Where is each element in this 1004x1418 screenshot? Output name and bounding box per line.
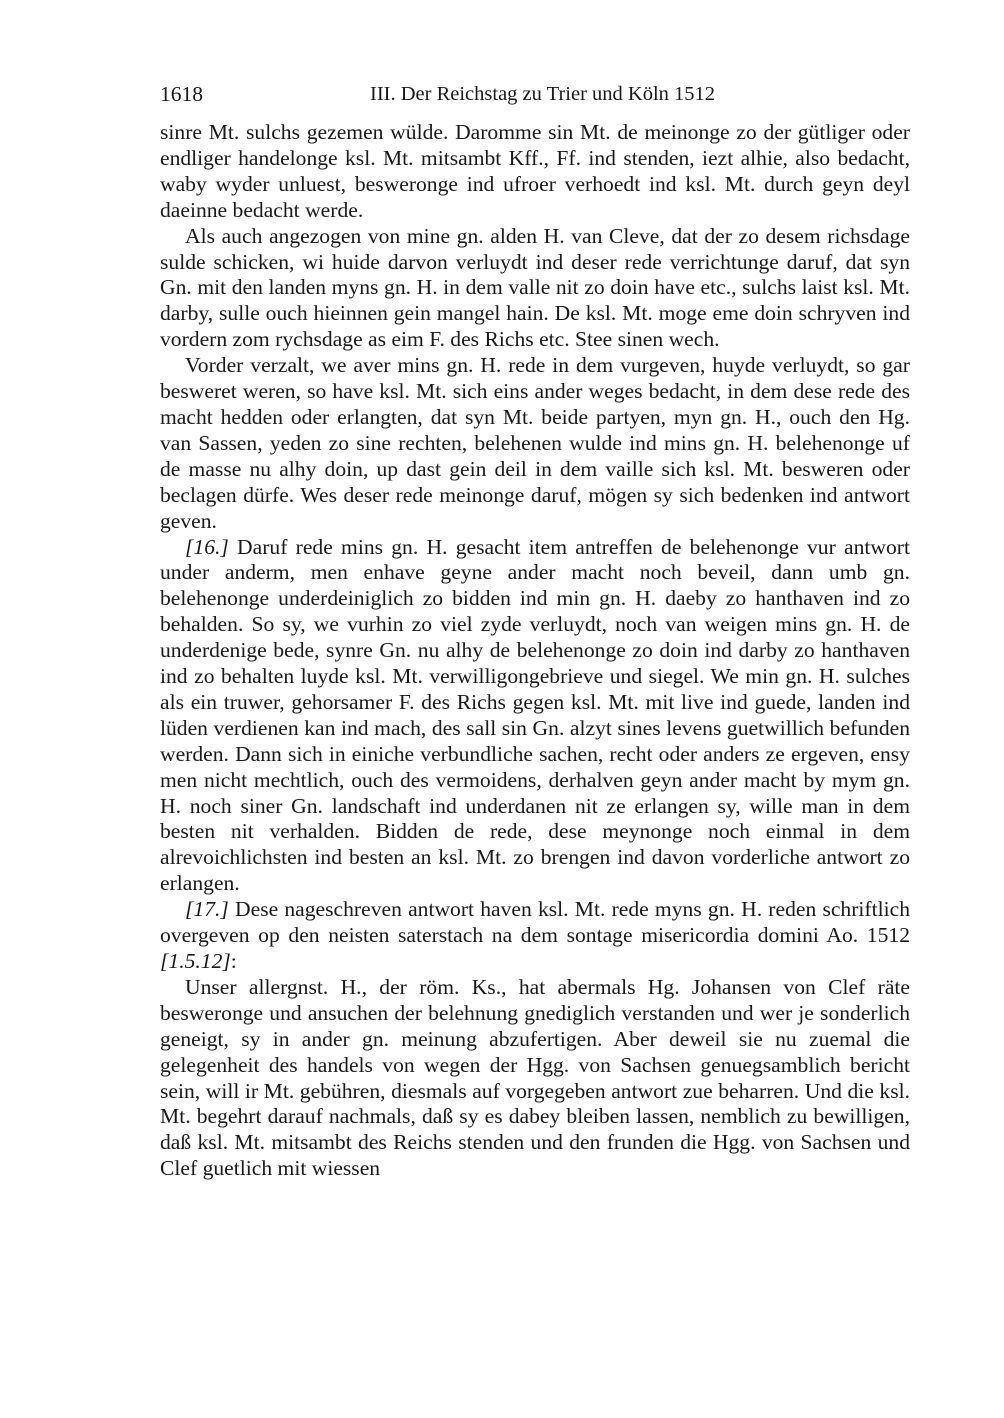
date-annotation: [1.5.12]	[160, 949, 231, 973]
paragraph	[160, 975, 910, 1182]
paragraph	[160, 353, 910, 534]
paragraph-text: Unser allergnst. H., der röm. Ks., hat abermals Hg. Johansen von Clef räte besweronge und ansuchen der belehnung gnediglich verstanden und wer je sonderlich geneigt, sy in ander gn. meinung abzufertigen. Aber deweil sie nu zuemal die gelegenheit des handels von wegen der Hgg. von Sachsen genuegsamblich bericht sein, will ir Mt. gebühren, diesmals auf vorgegeben antwort zue beharren. Und die ksl. Mt. begehrt darauf nachmals, daß sy es dabey bleiben lassen, nemblich zu bewilligen, daß ksl. Mt. mitsambt des Reichs stenden und den frunden die Hgg. von Sachsen und Clef guetlich mit wiessen	[160, 974, 910, 1181]
paragraph-text: Vorder verzalt, we aver mins gn. H. rede in dem vurgeven, huyde verluydt, so gar besweret weren, so have ksl. Mt. sich eins ander weges bedacht, in dem dese rede des macht hedden oder erlangten, dat syn Mt. beide partyen, myn gn. H., ouch den Hg. van Sassen, yeden zo sine rechten, belehenen wulde ind mins gn. H. belehenonge uf de masse nu alhy doin, up dast gein deil in dem vaille sich ksl. Mt. besweren oder beclagen dürfe. Wes deser rede meinonge daruf, mögen sy sich bedenken ind antwort geven.	[160, 353, 910, 533]
paragraph-text: Als auch angezogen von mine gn. alden H. van Cleve, dat der zo desem richsdage sulde schicken, wi huide darvon verluydt ind deser rede verrichtunge daruf, dat syn Gn. mit den landen myns gn. H. in dem valle nit zo doin have etc., sulchs laist ksl. Mt. darby, sulle ouch hieinnen gein mangel hain. De ksl. Mt. moge eme doin schryven ind vordern zom rychsdage as eim F. des Richs etc. Stee sinen wech.	[160, 223, 910, 352]
paragraph	[160, 120, 910, 224]
paragraph	[160, 897, 910, 975]
section-marker: [17.]	[185, 897, 229, 922]
running-head	[160, 80, 910, 108]
section-marker: [16.]	[185, 534, 229, 559]
running-head-title: III. Der Reichstag zu Trier und Köln 1512	[370, 83, 716, 105]
body-text	[160, 120, 910, 1182]
page-number: 1618	[160, 82, 203, 106]
paragraph	[160, 535, 910, 898]
paragraph-tail: :	[230, 949, 237, 973]
paragraph-text: sinre Mt. sulchs gezemen wülde. Daromme sin Mt. de meinonge zo der gütliger oder endliger handelonge ksl. Mt. mitsambt Kff., Ff. ind stenden, iezt alhie, also bedacht, waby wyder unluest, besweronge ind ufroer verhoedt ind ksl. Mt. durch geyn deyl daeinne bedacht werde.	[160, 120, 910, 222]
paragraph	[160, 224, 910, 354]
paragraph-text: Daruf rede mins gn. H. gesacht item antreffen de belehenonge vur antwort under anderm, men enhave geyne ander macht noch beveil, dann umb gn. belehenonge underdeiniglich zo bidden ind min gn. H. daeby zo hanthaven ind zo behalden. So sy, we vurhin zo viel zyde verluydt, noch van weigen mins gn. H. de underdenige bede, synre Gn. nu alhy de belehenonge zo doin ind darby zo hanthaven ind zo behalten luyde ksl. Mt. verwilligongebrieve und siegel. We min gn. H. sulches als ein truwer, gehorsamer F. des Richs gegen ksl. Mt. mit live ind guede, landen ind lüden verdienen kan ind mach, des sall sin Gn. alzyt sines levens guetwillich befunden werden. Dann sich in einiche verbundliche sachen, recht oder anders ze ergeven, ensy men nicht mechtlich, ouch des vermoidens, derhalven geyn ander macht by mym gn. H. noch siner Gn. landschaft ind underdanen nit ze erlangen sy, wille man in dem besten nit verhalden. Bidden de rede, dese meynonge noch einmal in dem alrevoichlichsten ind besten an ksl. Mt. zo brengen ind davon vorderliche antwort zo erlangen.	[160, 534, 910, 896]
paragraph-text: Dese nageschreven antwort haven ksl. Mt. rede myns gn. H. reden schriftlich overgeven op den neisten saterstach na dem sontage misericordia domini Ao. 1512	[160, 897, 910, 948]
